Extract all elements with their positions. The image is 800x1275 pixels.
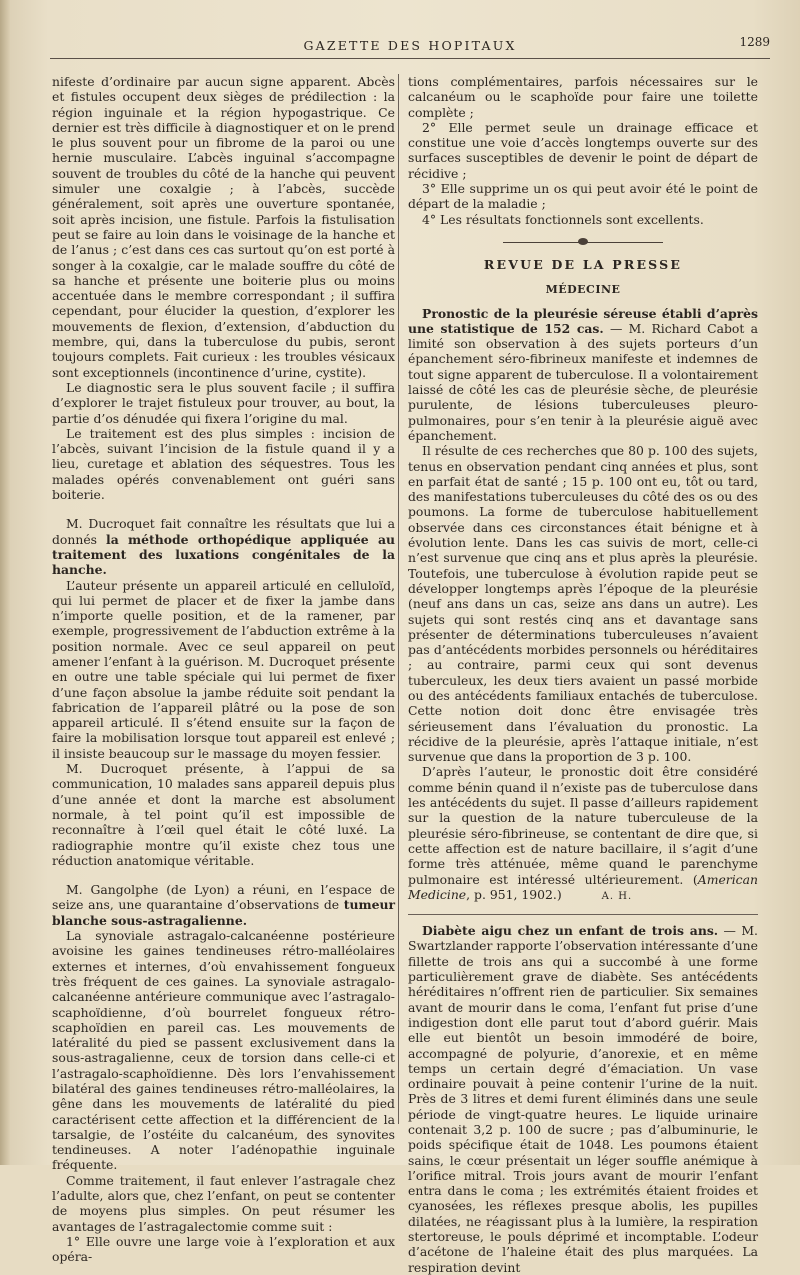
text-run: M. Ducroquet fait connaître les résultats que lui a donnés bbox=[52, 516, 395, 547]
paragraph bbox=[408, 923, 758, 1275]
page-number: 1289 bbox=[739, 35, 770, 49]
paragraph bbox=[52, 882, 395, 928]
paragraph: nifeste d’ordinaire par aucun signe apparent. Abcès et fistules occupent deux sièges de prédilection : la région inguinale et la région hypogastrique. Ce dernier est très difficile à diagnostiquer et on le prend le plus souvent pour un fibrome de la paroi ou une hernie musculaire. L’abcès inguinal s’accompagne souvent de troubles du côté de la hanche qui peuvent simuler une coxalgie ; à l’abcès, succède généralement, soit après une ouverture spontanée, soit après incision, une fistule. Parfois la fistulisation peut se faire au loin dans le voisinage de la hanche et de l’anus ; c’est dans ces cas surtout qu’on est porté à songer à la coxalgie, car le malade souffre du côté de sa hanche et présente une boiterie plus ou moins accentuée dans le membre correspondant ; il suffira cependant, pour élucider la question, d’explorer les mouvements de flexion, d’extension, d’abduction du membre, qui, dans la tuberculose du pubis, seront toujours complets. Fait curieux : les troubles vésicaux sont exceptionnels (incontinence d’urine, cystite). bbox=[52, 74, 395, 380]
journal-title: GAZETTE DES HOPITAUX bbox=[303, 38, 517, 53]
paragraph: Comme traitement, il faut enlever l’astragale chez l’adulte, alors que, chez l’enfant, on peut se contenter de moyens plus simples. On peut résumer les avantages de l’astragalectomie comme suit : bbox=[52, 1172, 395, 1234]
paragraph: 1° Elle ouvre une large voie à l’exploration et aux opéra- bbox=[52, 1233, 395, 1265]
right-column bbox=[408, 74, 758, 1275]
text-run: — M. Richard Cabot a limité son observation à des sujets porteurs d’un épanchement séro-fibrineux manifeste et indemnes de tout signe apparent de tuberculose. Il a volontairement laissé de côté les cas de pleurésie sèche, de pleurésie purulente, de lésions tuberculeuses pleuro-pulmonaires, pour s’en tenir à la pleurésie aiguë avec épanchement. bbox=[408, 320, 758, 443]
text-run: , p. 951, 1902.) bbox=[466, 886, 562, 902]
paragraph: 3° Elle supprime un os qui peut avoir été le point de départ de la maladie ; bbox=[408, 181, 758, 212]
paragraph bbox=[52, 516, 395, 577]
bold-topic: la méthode orthopédique appliquée au traitement des luxations congénitales de la hanche. bbox=[52, 531, 395, 578]
paragraph: 2° Elle permet seule un drainage efficace et constitue une voie d’accès longtemps ouverte sur des surfaces susceptibles de devenir le point de départ de récidive ; bbox=[408, 119, 758, 181]
paragraph bbox=[408, 764, 758, 904]
paragraph: La synoviale astragalo-calcanéenne postérieure avoisine les gaines tendineuses rétro-malléolaires externes et internes, d’où envahissement fongueux très fréquent de ces gaines. La synoviale astragalo-calcanéenne antérieure communique avec l’astragalo-scaphoïdienne, d’où bourrelet fongueux rétro-scaphoïdien en pareil cas. Les mouvements de latéralité du pied se passent exclusivement dans la sous-astragalienne, ceux de torsion dans celle-ci et l’astragalo-scaphoïdienne. Dès lors l’envahissement bilatéral des gaines tendineuses rétro-malléolaires, la gêne dans les mouvements de latéralité du pied caractérisent cette affection et la différencient de la tarsalgie, de l’ostéite du calcanéum, des synovites tendineuses. A noter l’adénopathie inguinale fréquente. bbox=[52, 928, 395, 1173]
page-edge bbox=[0, 0, 10, 1165]
paragraph: 4° Les résultats fonctionnels sont excellents. bbox=[422, 211, 704, 227]
paragraph: L’auteur présente un appareil articulé en celluloïd, qui lui permet de placer et de fixer la jambe dans n’importe quelle position, et de la ramener, par exemple, progressivement de l’abduction extrême à la position normale. Avec ce seul appareil on peut amener l’enfant à la guérison. M. Ducroquet présente en outre une table spéciale qui lui permet de fixer d’une façon absolue la jambe réduite soit pendant la fabrication de l’appareil plâtré ou la pose de son appareil articulé. Il s’étend ensuite sur la façon de faire la mobilisation lorsque tout appareil est enlevé ; il insiste beaucoup sur le massage du moyen fessier. bbox=[52, 577, 395, 761]
left-column bbox=[52, 74, 395, 1265]
column-divider bbox=[398, 74, 399, 1124]
ornament-dot bbox=[578, 238, 588, 245]
reference-title: American Medicine bbox=[408, 871, 758, 902]
subsection-title: MÉDECINE bbox=[545, 283, 621, 297]
paragraph bbox=[408, 306, 758, 444]
paragraph: Le traitement est des plus simples : incision de l’abcès, suivant l’incision de la fistule quand il y a lieu, curetage et ablation des séquestres. Tous les malades opérés convenablement ont guéri sans boiterie. bbox=[52, 425, 395, 503]
bold-topic: tumeur blanche sous-astragalienne. bbox=[52, 897, 395, 928]
paragraph: Il résulte de ces recherches que 80 p. 100 des sujets, tenus en observation pendant cinq années et plus, sont en parfait état de santé ; 15 p. 100 ont eu, tôt ou tard, des manifestations tuberculeuses du côté des os ou des poumons. La forme de tuberculose habituellement observée dans ces circonstances était bénigne et à évolution lente. Dans les cas suivis de mort, celle-ci n’est survenue que cinq ans et plus après la pleurésie. Toutefois, une tuberculose à évolution rapide peut se développer longtemps après l’époque de la pleurésie (neuf ans dans un cas, seize ans dans un autre). Les sujets qui sont restés cinq ans et davantage sans présenter de déterminations tuberculeuses n’avaient pas d’antécédents morbides personnels ou héréditaires ; au contraire, parmi ceux qui sont devenus tuberculeux, les deux tiers avaient un passé morbide ou des antécédents familiaux entachés de tuberculose. Cette notion doit donc être envisagée très sérieusement dans l’évaluation du pronostic. La récidive de la pleurésie, après l’attaque initiale, n’est survenue que dans la proportion de 3 p. 100. bbox=[408, 443, 758, 765]
text-run: M. Gangolphe (de Lyon) a réuni, en l’espace de seize ans, une quarantaine d’observations de bbox=[52, 882, 395, 913]
page-header bbox=[50, 28, 770, 59]
article-title: Pronostic de la pleurésie séreuse établi d’après une statistique de 152 cas. bbox=[408, 305, 758, 336]
text-run: D’après l’auteur, le pronostic doit être considéré comme bénin quand il n’existe pas de tuberculose dans les antécédents du sujet. Il passe d’ailleurs rapidement sur la question de la nature tuberculeuse de la pleurésie séro-fibrineuse, se contentant de dire que, si cette affection est de nature bacillaire, il s’agit d’une forme très atténuée, même quand le parenchyme pulmonaire est intéressé ultérieurement. ( bbox=[408, 764, 758, 887]
section-ornament bbox=[408, 237, 758, 247]
text-run: — M. Swartzlander rapporte l’observation intéressante d’une fillette de trois ans qui a succombé à une forme particulièrement grave de diabète. Ses antécédents héréditaires n’offrent rien de particulier. Six semaines avant de mourir dans le coma, l’enfant fut prise d’une indigestion dont elle parut tout d’abord guérir. Mais elle eut bientôt un besoin immodéré de boire, accompagné de polyurie, d’anorexie, et en même temps un certain degré d’émaciation. Un vase ordinaire pouvait à peine contenir l’urine de la nuit. Près de 3 litres et demi furent éliminés dans une seule période de vingt-quatre heures. Le liquide urinaire contenait 3,2 p. 100 de sucre ; pas d’albuminurie, le poids spécifique était de 1048. Les poumons étaient sains, le cœur présentait un léger souffle anémique à l’orifice mitral. Trois jours avant de mourir l’enfant entra dans le coma ; les extrémités étaient froides et cyanosées, les réflexes presque abolis, les pupilles dilatées, ne réagissant plus à la lumière, la respiration stertoreuse, le pouls déprimé et incomptable. L’odeur d’acétone de l’haleine était des plus marquées. La respiration devint bbox=[408, 923, 758, 1275]
article-title: Diabète aigu chez un enfant de trois ans. bbox=[422, 923, 719, 939]
paragraph: tions complémentaires, parfois nécessaires sur le calcanéum ou le scaphoïde pour faire une toilette complète ; bbox=[408, 74, 758, 120]
paragraph: M. Ducroquet présente, à l’appui de sa communication, 10 malades sans appareil depuis plus d’une année et dont la marche est absolument normale, à tel point qu’il est impossible de reconnaître à l’œil quel était le côté luxé. La radiographie montre qu’il existe chez tous une réduction anatomique véritable. bbox=[52, 761, 395, 868]
article-divider bbox=[408, 914, 758, 915]
section-title: REVUE DE LA PRESSE bbox=[483, 256, 683, 272]
paragraph: Le diagnostic sera le plus souvent facile ; il suffira d’explorer le trajet fistuleux pour trouver, au bout, la partie d’os dénudée qui fixera l’origine du mal. bbox=[52, 379, 395, 426]
author-signature: A. H. bbox=[601, 890, 633, 902]
